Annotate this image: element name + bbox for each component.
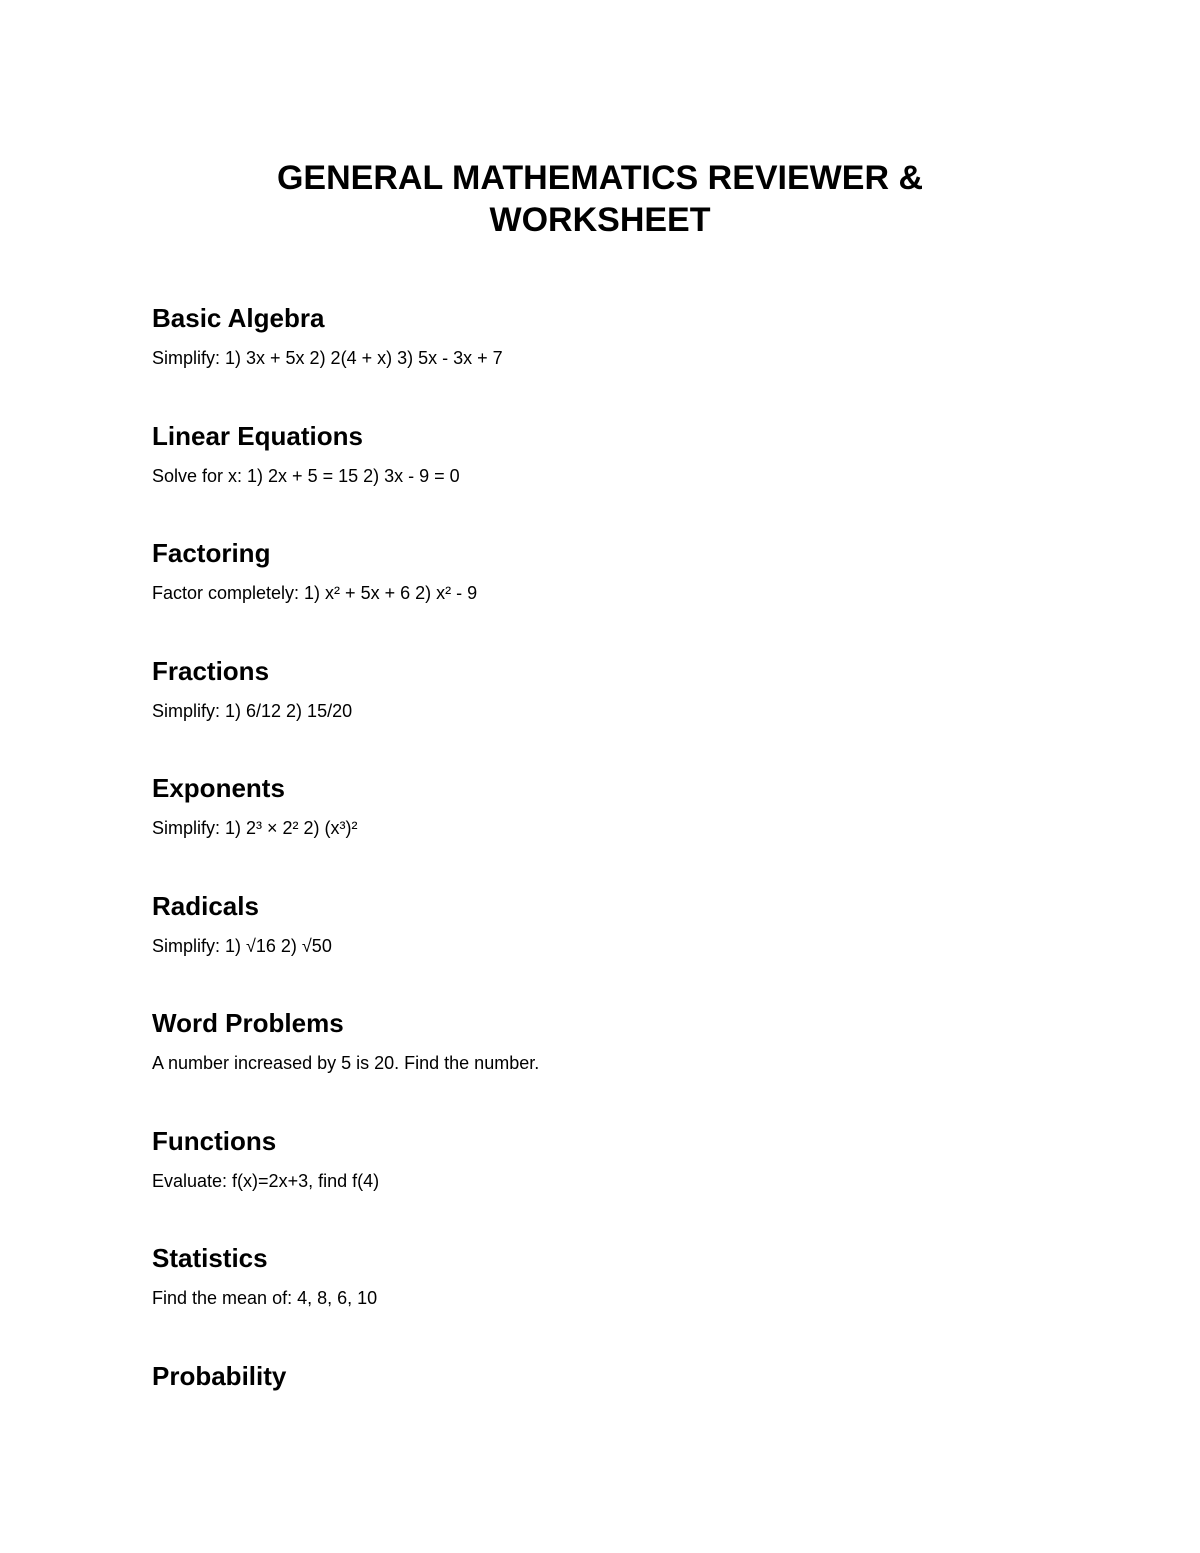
section-heading: Linear Equations: [152, 420, 363, 451]
section-heading: Basic Algebra: [152, 303, 325, 333]
section-linear-equations: [152, 419, 1112, 537]
section-heading: Factoring: [152, 538, 271, 568]
section-body: A number increased by 5 is 20. Find the number.: [152, 1053, 540, 1073]
section-statistics: [152, 1241, 1112, 1359]
section-heading: Radicals: [152, 890, 259, 921]
document-title: [0, 157, 1200, 241]
section-fractions: [152, 654, 1112, 772]
section-exponents: [152, 771, 1112, 889]
section-probability: [152, 1359, 1112, 1477]
section-body: Factor completely: 1) x² + 5x + 6 2) x² - 9: [152, 583, 478, 603]
section-list: [152, 301, 1112, 1476]
section-heading: Probability: [152, 1360, 287, 1391]
section-basic-algebra: [152, 301, 1112, 419]
document-title-line-1: GENERAL MATHEMATICS REVIEWER &: [276, 159, 924, 197]
section-heading: Exponents: [152, 773, 285, 803]
section-body: Simplify: 1) 6/12 2) 15/20: [152, 700, 353, 721]
section-heading: Statistics: [152, 1243, 268, 1273]
section-functions: [152, 1124, 1112, 1242]
section-body: Simplify: 1) 3x + 5x 2) 2(4 + x) 3) 5x - 3x + 7: [152, 348, 503, 368]
section-body: Find the mean of: 4, 8, 6, 10: [152, 1288, 378, 1308]
section-body: Evaluate: f(x)=2x+3, find f(4): [152, 1170, 380, 1191]
section-body: Simplify: 1) √16 2) √50: [152, 935, 332, 956]
section-body: Solve for x: 1) 2x + 5 = 15 2) 3x - 9 = 0: [152, 465, 460, 486]
section-factoring: [152, 536, 1112, 654]
document-title-line-2: WORKSHEET: [489, 201, 711, 239]
section-heading: Fractions: [152, 655, 270, 686]
section-heading: Functions: [152, 1125, 277, 1156]
section-heading: Word Problems: [152, 1008, 344, 1038]
section-body: Simplify: 1) 2³ × 2² 2) (x³)²: [152, 818, 358, 838]
section-word-problems: [152, 1006, 1112, 1124]
section-radicals: [152, 889, 1112, 1007]
